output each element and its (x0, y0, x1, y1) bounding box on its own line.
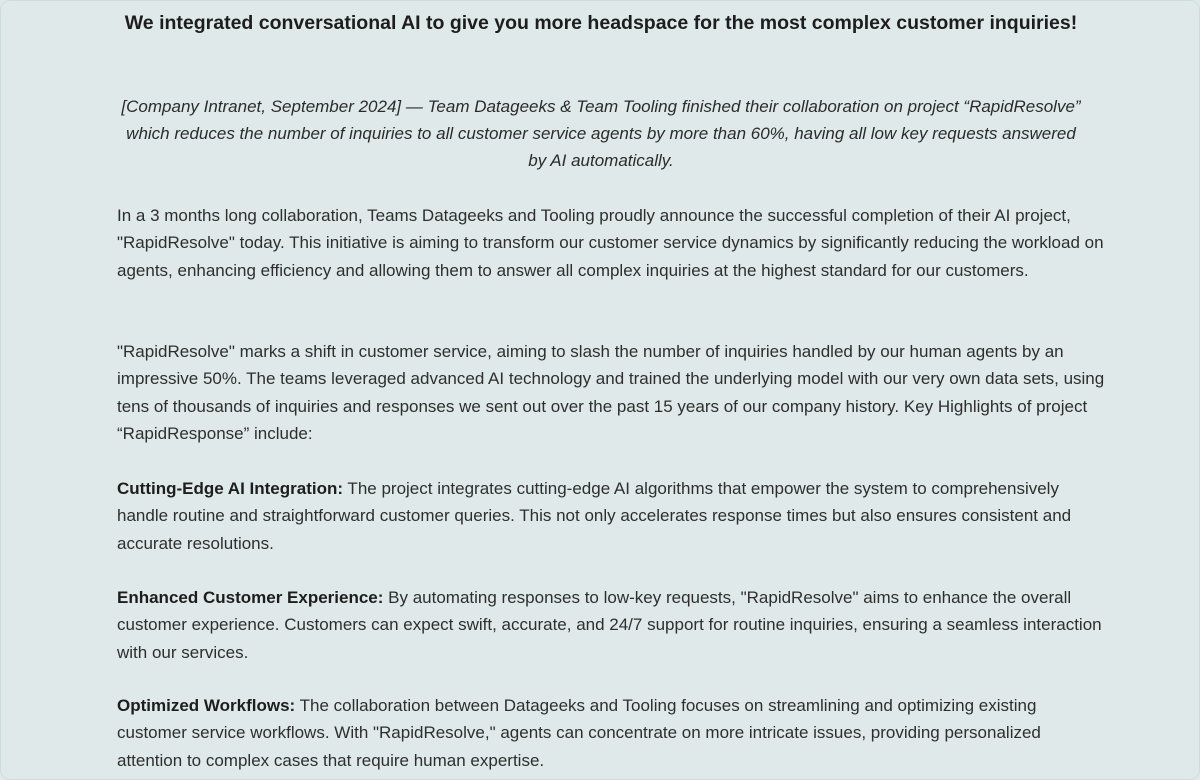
body-paragraph-overview: "RapidResolve" marks a shift in customer service, aiming to slash the number of inquiries handled by our human agents by an impressive 50%. The teams leveraged advanced AI technology and trained the underlying model with our very own data sets, using tens of thousands of inquiries and responses we sent out over the past 15 years of our company history. Key Highlights of project “RapidResponse” include: (117, 342, 1105, 443)
highlight-title: Enhanced Customer Experience: (117, 588, 384, 607)
body-paragraph-intro: In a 3 months long collaboration, Teams Datageeks and Tooling proudly announce the successful completion of their AI project, "RapidResolve" today. This initiative is aiming to transform our customer service dynamics by significantly reducing the workload on agents, enhancing efficiency and allowing them to answer all complex inquiries at the highest standard for our customers. (117, 206, 1104, 280)
highlight-text: The collaboration between Datageeks and Tooling focuses on streamlining and optimizing existing customer service workflows. With "RapidResolve," agents can concentrate on more intricate issues, providing personalized attention to complex cases that require human expertise. (117, 696, 1041, 770)
highlight-paragraph-ai-integration (117, 475, 1107, 557)
article-headline: We integrated conversational AI to give you more headspace for the most complex customer inquiries! (124, 12, 1078, 34)
highlight-title: Cutting-Edge AI Integration: (117, 479, 344, 498)
highlight-text: By automating responses to low-key requests, "RapidResolve" aims to enhance the overall customer experience. Customers can expect swift, accurate, and 24/7 support for routine inquiries, ensuring a seamless interaction with our services. (117, 588, 1102, 662)
highlight-title: Optimized Workflows: (117, 696, 296, 715)
article-lede: [Company Intranet, September 2024] — Team Datageeks & Team Tooling finished their collaboration on project “RapidResolve” which reduces the number of inquiries to all customer service agents by more than 60%, having all low key requests answered by AI automatically. (121, 97, 1081, 170)
highlight-paragraph-customer-experience (117, 584, 1107, 666)
highlight-text: The project integrates cutting-edge AI algorithms that empower the system to comprehensively handle routine and straightforward customer queries. This not only accelerates response times but also ensures consistent and accurate resolutions. (117, 479, 1072, 553)
highlight-paragraph-workflows (117, 692, 1107, 774)
